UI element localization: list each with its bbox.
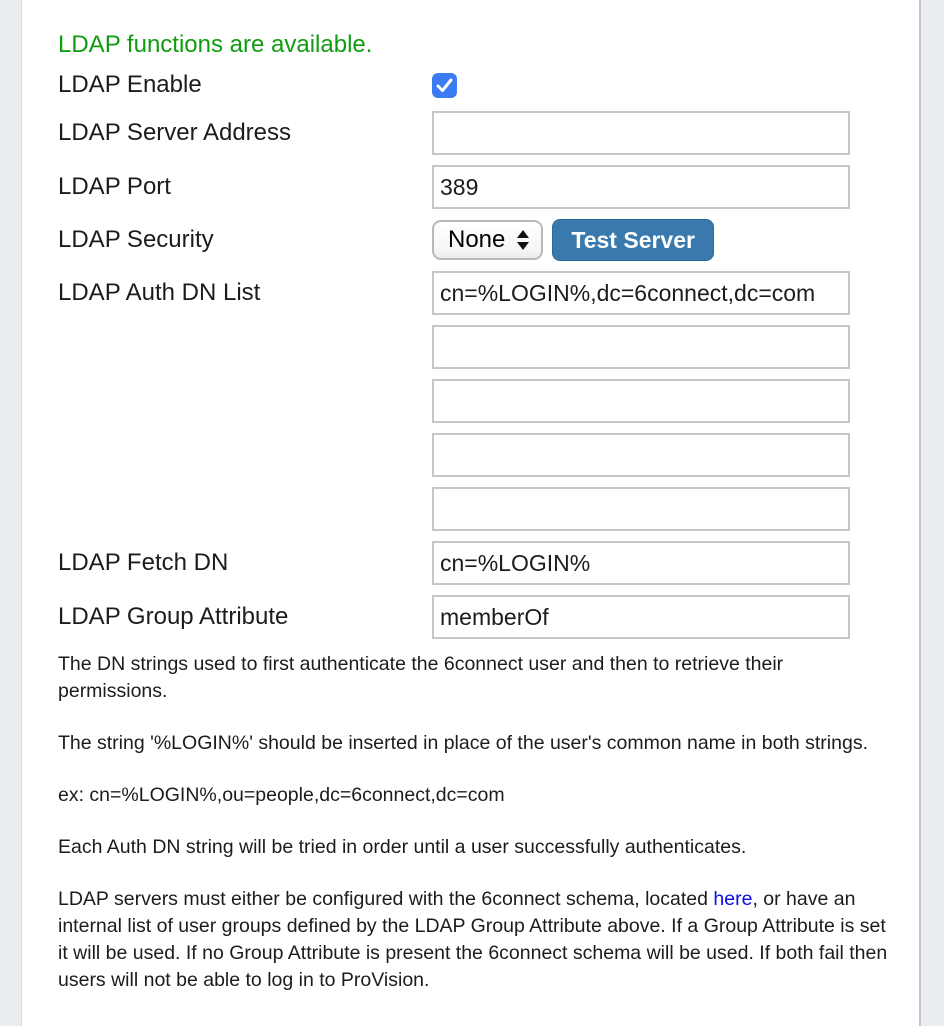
help-paragraph-dn-strings: The DN strings used to first authenticate the 6connect user and then to retrieve their permissions.: [58, 653, 784, 702]
ldap-enable-checkbox[interactable]: [432, 73, 457, 98]
help-paragraph-schema: [58, 886, 895, 994]
ldap-port-row: [58, 165, 895, 209]
ldap-auth-dn-row: [58, 271, 895, 531]
help-paragraph-example: ex: cn=%LOGIN%,ou=people,dc=6connect,dc=com: [58, 784, 505, 806]
up-down-arrows-icon: [517, 230, 529, 250]
check-icon: [436, 78, 453, 93]
ldap-auth-dn-input-3[interactable]: [432, 379, 850, 423]
help-schema-text-before-link: LDAP servers must either be configured with the 6connect schema, located: [58, 888, 714, 910]
ldap-settings-panel: [21, 0, 921, 1026]
ldap-auth-dn-input-5[interactable]: [432, 487, 850, 531]
ldap-port-label: LDAP Port: [58, 173, 171, 200]
test-server-button[interactable]: Test Server: [552, 219, 714, 261]
schema-here-link[interactable]: here: [713, 888, 753, 910]
ldap-fetch-dn-row: [58, 541, 895, 585]
ldap-group-attribute-row: [58, 595, 895, 639]
help-schema-text-after-link: , or have an internal list of user groups defined by the LDAP Group Attribute above. If a Group Attribute is set it will be used. If no Group Attribute is present the 6connect schema will be used. If both fail then users will not be able to log in to ProVision.: [58, 888, 888, 991]
ldap-fetch-dn-label: LDAP Fetch DN: [58, 549, 229, 576]
ldap-group-attribute-label: LDAP Group Attribute: [58, 603, 289, 630]
ldap-auth-dn-inputs: [432, 271, 850, 531]
ldap-auth-dn-input-4[interactable]: [432, 433, 850, 477]
ldap-fetch-dn-input[interactable]: [432, 541, 850, 585]
help-paragraph-login-placeholder: The string '%LOGIN%' should be inserted in place of the user's common name in both strings.: [58, 732, 868, 754]
ldap-security-row: [58, 219, 895, 261]
ldap-server-address-label: LDAP Server Address: [58, 119, 292, 146]
ldap-auth-dn-label: LDAP Auth DN List: [58, 279, 261, 306]
ldap-port-input[interactable]: [432, 165, 850, 209]
ldap-server-address-input[interactable]: [432, 111, 850, 155]
ldap-auth-dn-input-1[interactable]: [432, 271, 850, 315]
ldap-enable-label: LDAP Enable: [58, 71, 202, 98]
ldap-security-select[interactable]: [432, 220, 543, 260]
ldap-enable-row: [58, 70, 895, 100]
ldap-status-message: LDAP functions are available.: [58, 31, 373, 58]
ldap-group-attribute-input[interactable]: [432, 595, 850, 639]
ldap-security-selected-value: None: [448, 226, 506, 253]
ldap-server-address-row: [58, 111, 895, 155]
ldap-auth-dn-input-2[interactable]: [432, 325, 850, 369]
ldap-help-text: [58, 651, 895, 994]
ldap-security-label: LDAP Security: [58, 226, 214, 253]
help-paragraph-auth-order: Each Auth DN string will be tried in order until a user successfully authenticates.: [58, 836, 747, 858]
